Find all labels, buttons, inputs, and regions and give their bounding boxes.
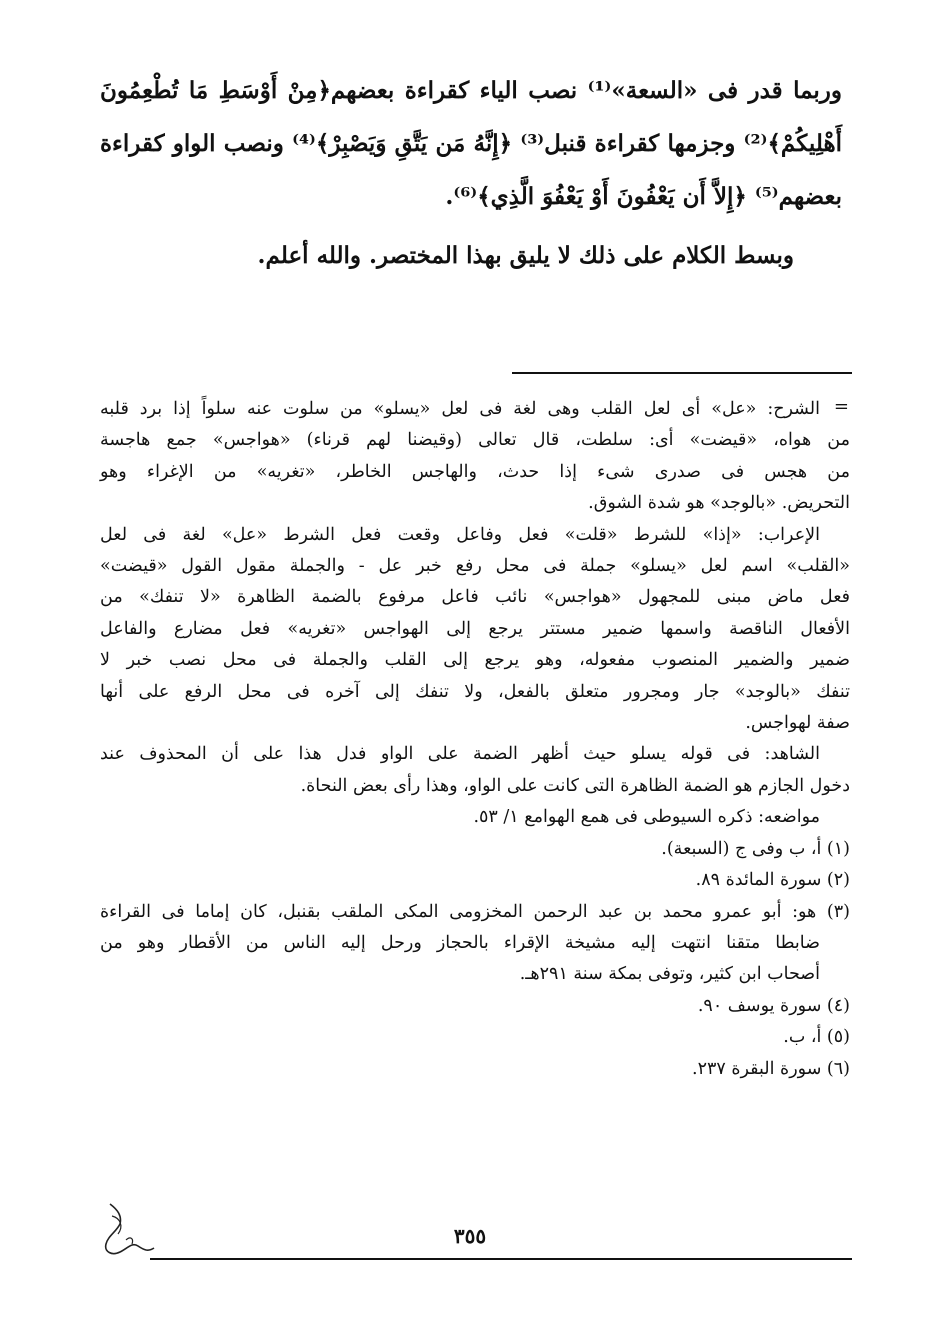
- irab-line-3: فعل ماض مبنى للمجهول «هواجس» نائب فاعل مرفوع بالضمة الظاهرة «لا تنفك» من: [100, 587, 850, 608]
- mawadi-line: مواضعه: ذكره السيوطى فى همع الهوامع ١/ ٥٣.: [473, 807, 820, 828]
- bottom-rule: [150, 1258, 852, 1260]
- irab-line-5: ضمير والضمير المنصوب مفعوله، وهو يرجع إلى القلب والجملة فى محل نصب خبر لا: [100, 650, 850, 671]
- sharh-line-2: من هواه، «قيضت» أى: سلطت، قال تعالى (وقيضنا لهم قرناء) «هواجس» جمع هاجسة: [100, 430, 850, 451]
- footnote-3-line-2: ضابطا متقنا انتهت إليه مشيخة الإقراء بالحجاز ورحل إليه الناس من الأقطار وهو من: [100, 932, 820, 953]
- shahid-line-2: دخول الجازم هو الضمة الظاهرة التى كانت على الواو، وهذا رأى بعض النحاة.: [300, 775, 850, 796]
- irab-line-4: الأفعال الناقصة واسمها ضمير مستتر يرجع إلى الهواجس «تغريه» فعل مضارع والفاعل: [100, 618, 850, 639]
- footnote-2: (٢) سورة المائدة ٨٩.: [695, 870, 850, 891]
- footnote-3-line-3: أصحاب ابن كثير، وتوفى بمكة سنة ٢٩١هـ.: [519, 964, 820, 985]
- footnote-separator: [512, 372, 852, 374]
- main-line-1: وربما قدر فى «السعة»⁽¹⁾ نصب الياء كقراءة بعضهم﴿مِنْ أَوْسَطِ مَا تُطْعِمُونَ: [100, 77, 842, 104]
- irab-line-6: تنفك «بالوجد» جار ومجرور متعلق بالفعل، ولا تنفك إلى آخره فى محل الرفع على أنها: [100, 681, 850, 702]
- sharh-line-4: التحريض. «بالوجد» هو شدة الشوق.: [588, 493, 850, 514]
- footnote-4: (٤) سورة يوسف ٩٠.: [697, 995, 850, 1016]
- irab-line-7: صفة لهواجس.: [745, 713, 850, 734]
- main-text: [100, 64, 842, 282]
- page-number: ٣٥٥: [453, 1224, 487, 1248]
- continuation-mark: =: [833, 396, 849, 417]
- footnote-3-line-1: (٣) هو: أبو عمرو محمد بن عبد الرحمن المخزومى المكى الملقب بقنبل، كان إماما فى القراءة: [100, 901, 850, 922]
- irab-line-2: «القلب» اسم لعل «يسلو» جملة فى محل رفع خبر عل - والجملة مقول القول «قيضت»: [100, 556, 850, 577]
- main-line-3: بعضهم⁽⁵⁾ ﴿إِلاَّ أَن يَعْفُونَ أَوْ يَعْفُوَ الَّذِي﴾⁽⁶⁾.: [445, 183, 842, 210]
- irab-line-1: الإعراب: «إذا» للشرط «قلت» فعل وفاعل وقعت فعل الشرط «عل» لغة فى لعل: [100, 524, 820, 545]
- footnote-6: (٦) سورة البقرة ٢٣٧.: [691, 1058, 850, 1079]
- footnotes: [100, 394, 850, 1085]
- footnote-5: (٥) أ، ب.: [783, 1027, 850, 1048]
- signature-mark-icon: [98, 1196, 158, 1266]
- main-line-2: أَهْلِيكُمْ﴾⁽²⁾ وجزمها كقراءة قنبل⁽³⁾ ﴿إِنَّهُ مَن يَتَّقِ وَيَصْبِرْ﴾⁽⁴⁾ ونصب الواو كقراءة: [100, 130, 843, 157]
- shahid-line-1: الشاهد: فى قوله يسلو حيث أظهر الضمة على الواو فدل هذا على أن المحذوف عند: [100, 744, 820, 765]
- sharh-line-3: من هجس فى صدرى شىء إذا حدث، والهاجس الخاطر، «تغريه» من الإغراء وهو: [100, 461, 850, 482]
- sharh-line-1: الشرح: «عل» أى لعل القلب وهى لغة فى لعل «يسلو» من سلوت عنه سلواً إذا برد قلبه: [100, 399, 820, 419]
- footnote-1: (١) أ، ب وفى ج (السبعة).: [661, 838, 850, 859]
- closing-paragraph: وبسط الكلام على ذلك لا يليق بهذا المختصر. والله أعلم.: [257, 242, 794, 269]
